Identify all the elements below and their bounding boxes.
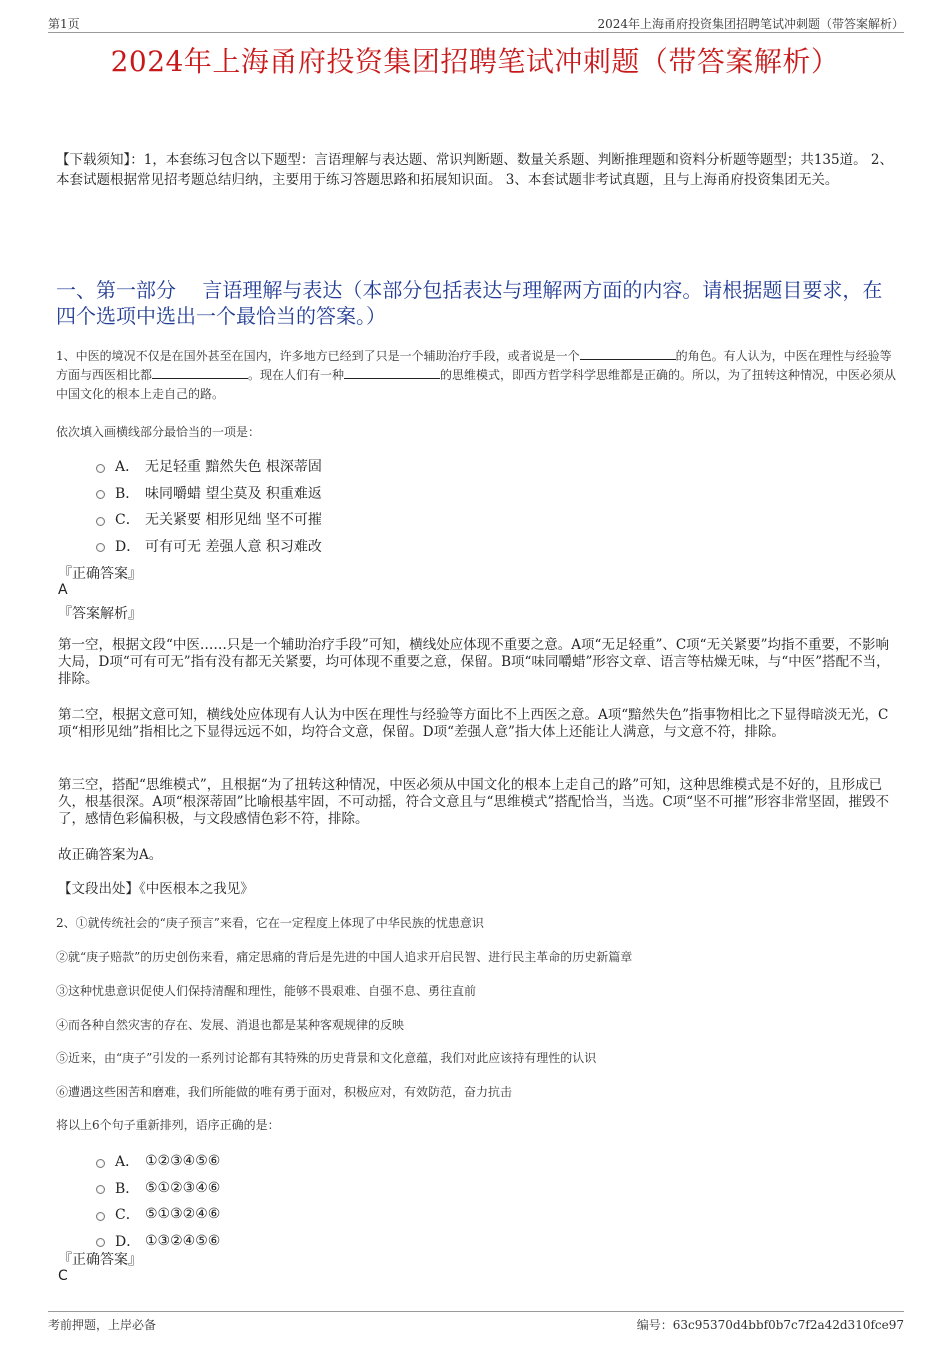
question-1-prompt: 依次填入画横线部分最恰当的一项是：: [56, 425, 261, 439]
option-text: 无关紧要 相形见绌 坚不可摧: [145, 512, 322, 529]
option-b[interactable]: [96, 480, 322, 507]
q1-analysis-para-2: 第二空，根据文意可知，横线处应体现有人认为中医在理性与经验等方面比不上西医之意。A项“黯然失色”指事物相比之下显得暗淡无光，C项“相形见绌”指相比之下显得远远不如，均符合文意，保留。D项“差强人意”指大体上还能让人满意，与文意不符，排除。: [58, 707, 889, 740]
header-doc-title: 2024年上海甬府投资集团招聘笔试冲刺题（带答案解析）: [597, 17, 904, 31]
option-text: ⑤①③②④⑥: [145, 1206, 221, 1223]
option-letter: D．: [115, 538, 141, 555]
radio-icon[interactable]: [96, 1185, 105, 1194]
q2-line-2: ②就“庚子赔款”的历史创伤来看，痛定思痛的背后是先进的中国人追求开启民智、进行民主革命的历史新篇章: [56, 950, 633, 964]
q2-line-6: ⑥遭遇这些困苦和磨难，我们所能做的唯有勇于面对，积极应对，有效防范，奋力抗击: [56, 1085, 513, 1099]
option-text: 味同嚼蜡 望尘莫及 积重难返: [145, 485, 322, 502]
option-b[interactable]: [96, 1175, 220, 1202]
page-footer: [48, 1311, 904, 1334]
radio-icon[interactable]: [96, 490, 105, 499]
option-text: 无足轻重 黯然失色 根深蒂固: [145, 459, 322, 476]
page-header: [48, 12, 904, 33]
option-c[interactable]: [96, 1201, 220, 1228]
option-text: ①③②④⑤⑥: [145, 1232, 221, 1249]
question-1-options: [96, 453, 322, 559]
page-title: 2024年上海甬府投资集团招聘笔试冲刺题（带答案解析）: [110, 45, 840, 78]
question-2-prompt: 将以上6个句子重新排列，语序正确的是：: [56, 1118, 280, 1132]
option-c[interactable]: [96, 506, 322, 533]
q1-analysis-para-3: 第三空，搭配“思维模式”，且根据“为了扭转这种情况，中医必须从中国文化的根本上走自己的路”可知，这种思维模式是不好的，且形成已久，根基很深。A项“根深蒂固”比喻根基牢固，不可动摇，符合文意且与“思维模式”搭配恰当，当选。C项“坚不可摧”形容非常坚固，摧毁不了，感情色彩偏积极，与文段感情色彩不符，排除。: [58, 777, 889, 827]
radio-icon[interactable]: [96, 464, 105, 473]
q1-blank-2: [152, 366, 248, 379]
q2-line-3: ③这种忧患意识促使人们保持清醒和理性，能够不畏艰难、自强不息、勇往直前: [56, 984, 477, 998]
option-letter: C．: [115, 1207, 140, 1224]
q1-answer-label: 『正确答案』: [58, 566, 142, 582]
option-a[interactable]: [96, 453, 322, 480]
q1-text-part-2: 的角色。有人认为，中医在理性与经验等方面与西医相比都: [56, 349, 892, 382]
section-title: 一、第一部分 言语理解与表达（本部分包括表达与理解两方面的内容。请根据题目要求，在四个选项中选出一个最恰当的答案。）: [56, 278, 883, 328]
page-number: 第1页: [48, 17, 80, 31]
q1-analysis-label: 『答案解析』: [58, 606, 142, 622]
option-letter: B．: [115, 485, 140, 502]
q1-analysis-conclusion: 故正确答案为A。: [58, 847, 163, 863]
radio-icon[interactable]: [96, 1159, 105, 1168]
q1-blank-1: [580, 347, 676, 360]
option-letter: A．: [115, 1154, 140, 1171]
option-d[interactable]: [96, 533, 322, 560]
question-2-options: [96, 1148, 220, 1254]
q2-correct-answer: C: [58, 1268, 68, 1284]
q1-source: 【文段出处】《中医根本之我见》: [58, 881, 254, 897]
q1-text-part-3: 。现在人们有一种: [248, 368, 345, 382]
q2-answer-label: 『正确答案』: [58, 1252, 142, 1268]
question-1-stem: [56, 347, 900, 404]
q2-line-4: ④而各种自然灾害的存在、发展、消退也都是某种客观规律的反映: [56, 1018, 405, 1032]
radio-icon[interactable]: [96, 1212, 105, 1221]
option-a[interactable]: [96, 1148, 220, 1175]
option-letter: D．: [115, 1233, 141, 1250]
footer-slogan: 考前押题，上岸必备: [48, 1318, 157, 1332]
radio-icon[interactable]: [96, 543, 105, 552]
q1-correct-answer: A: [58, 582, 68, 598]
option-letter: A．: [115, 459, 140, 476]
q1-blank-3: [344, 366, 440, 379]
option-text: 可有可无 差强人意 积习难改: [145, 538, 322, 555]
q1-text-part-1: 1、中医的境况不仅是在国外甚至在国内，许多地方已经到了只是一个辅助治疗手段，或者说是一个: [56, 349, 580, 363]
q1-analysis-para-1: 第一空，根据文段“中医……只是一个辅助治疗手段”可知，横线处应体现不重要之意。A项“无足轻重”、C项“无关紧要”均指不重要，不影响大局，D项“可有可无”指有没有都无关紧要，均可体现不重要之意，保留。B项“味同嚼蜡”形容文章、语言等枯燥无味，与“中医”搭配不当，排除。: [58, 637, 890, 687]
footer-doc-id: 编号：63c95370d4bbf0b7c7f2a42d310fce97: [636, 1318, 904, 1332]
q1-text-part-4: 的思维模式，即西方哲学科学思维都是正确的。所以，为了扭转这种情况，中医必须从中国文化的根本上走自己的路。: [56, 368, 897, 401]
option-letter: C．: [115, 512, 140, 529]
q2-line-1: 2、①就传统社会的“庚子预言”来看，它在一定程度上体现了中华民族的忧患意识: [56, 916, 484, 930]
q2-line-5: ⑤近来，由“庚子”引发的一系列讨论都有其特殊的历史背景和文化意蕴，我们对此应该持有理性的认识: [56, 1051, 597, 1065]
radio-icon[interactable]: [96, 1238, 105, 1247]
radio-icon[interactable]: [96, 517, 105, 526]
download-notice: 【下载须知】：1，本套练习包含以下题型：言语理解与表达题、常识判断题、数量关系题、判断推理题和资料分析题等题型；共135道。 2、本套试题根据常见招考题总结归纳，主要用于练习答题思路和拓展知识面。 3、本套试题非考试真题，且与上海甬府投资集团无关。: [56, 152, 893, 188]
option-text: ⑤①②③④⑥: [145, 1179, 221, 1196]
option-letter: B．: [115, 1180, 140, 1197]
option-text: ①②③④⑤⑥: [145, 1153, 221, 1170]
